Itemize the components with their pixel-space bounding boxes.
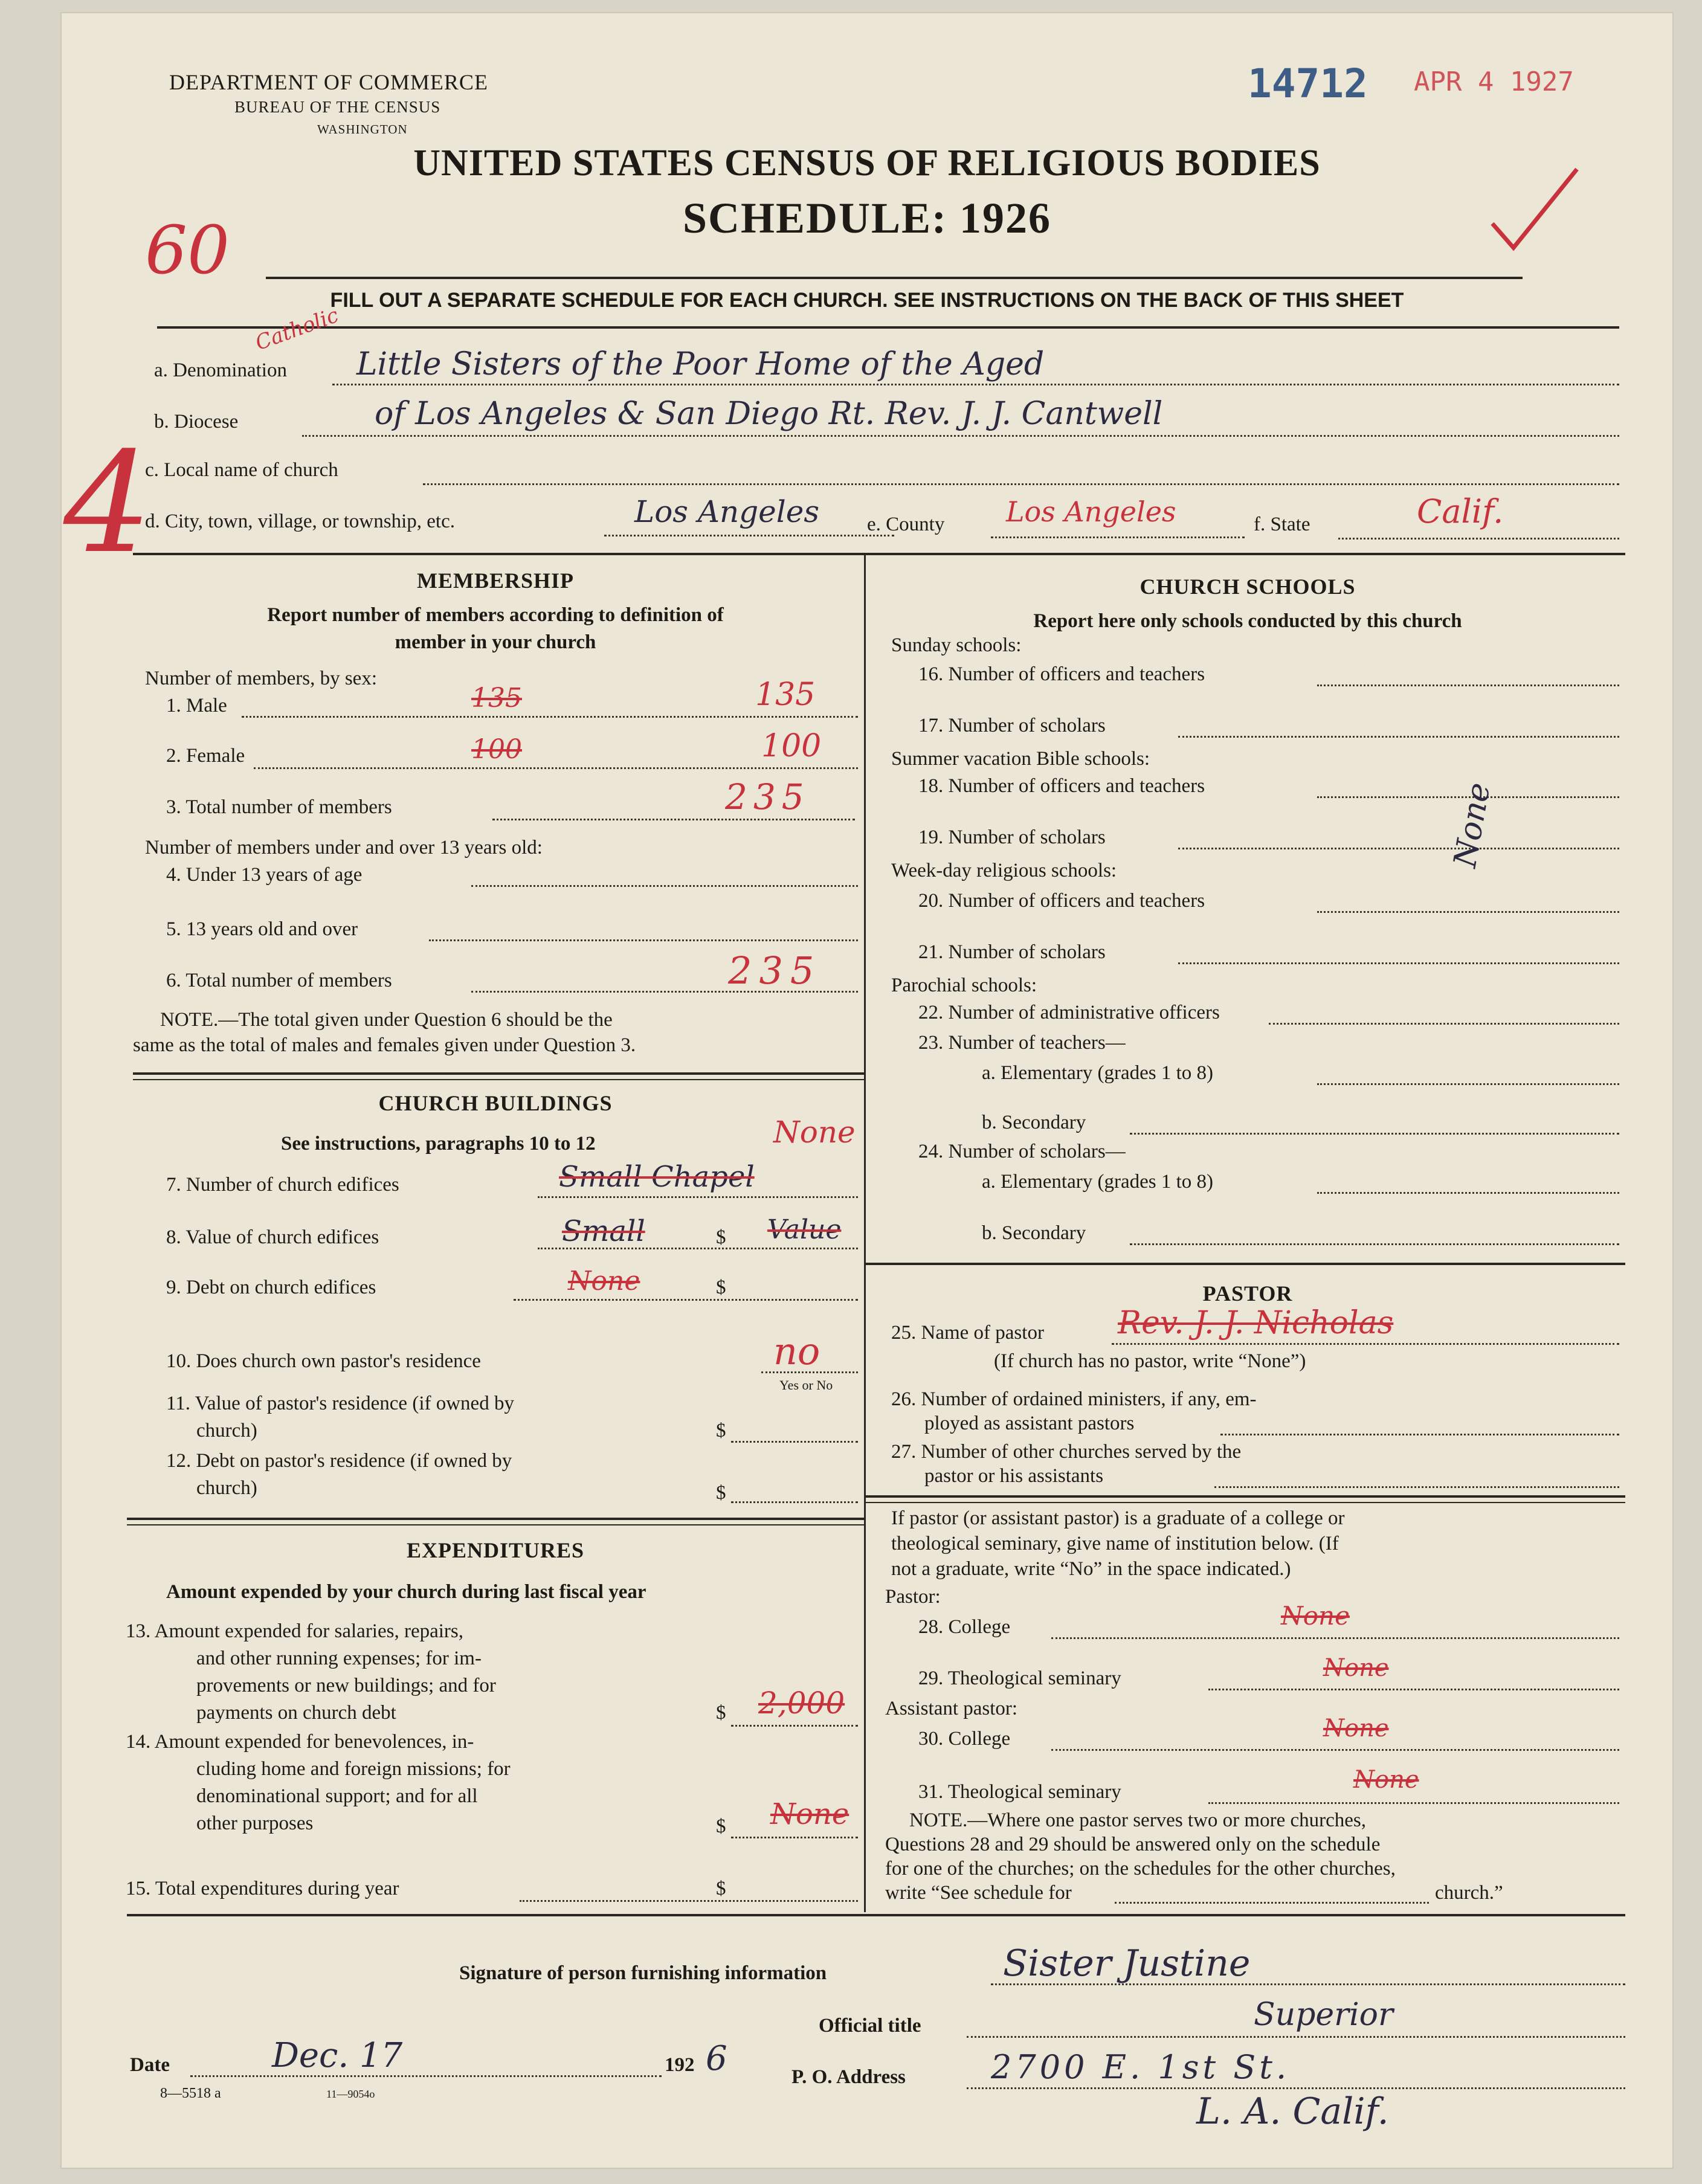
q22-line — [1269, 1023, 1619, 1025]
po-address-label: P. O. Address — [791, 2066, 906, 2088]
q24a-label: a. Elementary (grades 1 to 8) — [982, 1171, 1214, 1193]
q13-value: 2,000 — [758, 1686, 845, 1721]
q30-value: None — [1323, 1715, 1389, 1742]
q10-line — [761, 1371, 858, 1373]
q25-label: 25. Name of pastor — [891, 1322, 1044, 1344]
city-line — [604, 535, 894, 536]
po-address-value: 2700 E. 1st St. — [991, 2048, 1291, 2086]
po-address-city: L. A. Calif. — [1196, 2090, 1389, 2133]
q15-dollar: $ — [716, 1878, 726, 1899]
q24b-line — [1130, 1243, 1619, 1245]
serial-number-stamp: 14712 — [1248, 60, 1368, 107]
q8-struck-value: Small — [562, 1214, 645, 1248]
membership-note-1: NOTE.—The total given under Question 6 should be the — [160, 1009, 613, 1031]
q6-label: 6. Total number of members — [166, 970, 392, 991]
q9-struck-value: None — [568, 1266, 640, 1297]
q2-label: 2. Female — [166, 745, 245, 767]
q5-line — [429, 939, 858, 941]
year-value: 6 — [706, 2039, 727, 2078]
pastor-note-1: NOTE.—Where one pastor serves two or more churches, — [909, 1809, 1366, 1831]
diocese-value: of Los Angeles & San Diego Rt. Rev. J. J. Cantwell — [375, 396, 1163, 432]
q12-line-2: church) — [196, 1477, 257, 1499]
q14-line — [731, 1837, 858, 1838]
q25-note: (If church has no pastor, write “None”) — [994, 1350, 1306, 1372]
q24b-label: b. Secondary — [982, 1222, 1086, 1244]
q21-label: 21. Number of scholars — [918, 941, 1106, 963]
denomination-label: a. Denomination — [154, 359, 287, 381]
q8-dollar: $ — [716, 1226, 726, 1248]
q24a-line — [1317, 1192, 1619, 1194]
q9-line — [514, 1299, 858, 1301]
q7-label: 7. Number of church edifices — [166, 1174, 399, 1196]
q14-dollar: $ — [716, 1815, 726, 1837]
q3-line — [492, 819, 855, 820]
margin-mark-60: 60 — [145, 211, 230, 289]
department-name: DEPARTMENT OF COMMERCE — [169, 70, 488, 94]
q10-label: 10. Does church own pastor's residence — [166, 1350, 481, 1372]
pastor-note-blank — [1115, 1902, 1429, 1904]
summer-schools-label: Summer vacation Bible schools: — [891, 748, 1150, 770]
received-date-stamp: APR 4 1927 — [1414, 66, 1574, 97]
official-title-value: Superior — [1254, 1997, 1393, 2033]
sunday-schools-label: Sunday schools: — [891, 634, 1022, 656]
print-number: 11—9054o — [326, 2088, 375, 2100]
county-label: e. County — [867, 514, 945, 535]
graduate-intro-1: If pastor (or assistant pastor) is a graduate of a college or — [891, 1507, 1345, 1529]
q16-line — [1317, 685, 1619, 686]
date-value: Dec. 17 — [272, 2036, 403, 2075]
buildings-rule-thin — [127, 1524, 864, 1525]
bureau-name: BUREAU OF THE CENSUS — [234, 98, 441, 116]
pastor-sublabel: Pastor: — [885, 1586, 941, 1608]
pastor-heading: PASTOR — [1202, 1281, 1293, 1306]
margin-mark-4: 4 — [63, 423, 152, 584]
q11-dollar: $ — [716, 1420, 726, 1442]
by-sex-label: Number of members, by sex: — [145, 668, 377, 689]
pastor-rule — [864, 1495, 1625, 1498]
schools-intro: Report here only schools conducted by this church — [1033, 610, 1462, 632]
q1-struck-value: 135 — [471, 683, 522, 714]
state-label: f. State — [1254, 514, 1310, 535]
q14-value: None — [770, 1797, 849, 1831]
q12-line — [731, 1501, 858, 1503]
diocese-line — [302, 435, 1619, 437]
q3-label: 3. Total number of members — [166, 796, 392, 818]
q28-label: 28. College — [918, 1616, 1011, 1638]
q29-label: 29. Theological seminary — [918, 1667, 1121, 1689]
buildings-instructions: See instructions, paragraphs 10 to 12 — [281, 1133, 596, 1155]
q6-line — [471, 991, 858, 993]
pastor-note-4-end: church.” — [1435, 1882, 1503, 1904]
q13-line-3: provements or new buildings; and for — [196, 1675, 496, 1696]
q20-label: 20. Number of officers and teachers — [918, 890, 1205, 912]
q26-line-2: ployed as assistant pastors — [924, 1413, 1135, 1434]
diocese-label: b. Diocese — [154, 411, 239, 433]
denomination-line — [332, 384, 1619, 385]
q28-line — [1051, 1637, 1619, 1639]
q8-struck-amount: Value — [767, 1214, 842, 1245]
q13-line-1: 13. Amount expended for salaries, repairs, — [126, 1620, 464, 1642]
q6-value: 235 — [728, 949, 822, 993]
census-schedule-sheet — [60, 12, 1674, 2169]
q1-label: 1. Male — [166, 695, 227, 717]
form-number: 8—5518 a — [160, 2086, 221, 2101]
expenditures-heading: EXPENDITURES — [406, 1538, 585, 1562]
signature-label: Signature of person furnishing information — [459, 1962, 827, 1984]
local-name-line — [423, 483, 1619, 485]
schools-none-vertical: None — [1447, 780, 1498, 871]
county-value: Los Angeles — [1006, 495, 1176, 528]
date-label: Date — [130, 2054, 170, 2076]
q14-line-1: 14. Amount expended for benevolences, in- — [126, 1731, 474, 1753]
q23-label: 23. Number of teachers— — [918, 1032, 1126, 1054]
assistant-pastor-sublabel: Assistant pastor: — [885, 1698, 1018, 1719]
schools-heading: CHURCH SCHOOLS — [1140, 575, 1356, 599]
q30-line — [1051, 1749, 1619, 1751]
pastor-rule-thin — [864, 1502, 1625, 1503]
county-line — [991, 536, 1245, 538]
q28-value: None — [1281, 1601, 1350, 1631]
q14-line-2: cluding home and foreign missions; for — [196, 1758, 511, 1780]
q4-label: 4. Under 13 years of age — [166, 864, 363, 886]
year-prefix: 192 — [665, 2054, 695, 2076]
official-title-label: Official title — [819, 2015, 921, 2037]
membership-rule-thin — [133, 1079, 864, 1080]
pastor-note-2: Questions 28 and 29 should be answered only on the schedule — [885, 1834, 1381, 1855]
q2-line — [254, 767, 858, 769]
q7-line — [538, 1196, 858, 1198]
footer-rule — [127, 1914, 1625, 1916]
graduate-intro-3: not a graduate, write “No” in the space indicated.) — [891, 1558, 1291, 1580]
po-address-line — [967, 2087, 1625, 2089]
membership-note-2: same as the total of males and females given under Question 3. — [133, 1034, 636, 1056]
q21-line — [1178, 962, 1619, 964]
check-mark-icon — [1486, 163, 1583, 260]
q2-value: 100 — [761, 728, 822, 764]
q27-line-2: pastor or his assistants — [924, 1465, 1104, 1487]
q11-line-1: 11. Value of pastor's residence (if owned by — [166, 1393, 514, 1414]
q27-line — [1214, 1486, 1619, 1488]
q23a-line — [1317, 1083, 1619, 1085]
city-value: Los Angeles — [634, 494, 820, 529]
q13-line-4: payments on church debt — [196, 1702, 396, 1724]
q23b-line — [1130, 1133, 1619, 1135]
date-line — [190, 2075, 662, 2077]
buildings-rule — [127, 1518, 864, 1520]
q17-label: 17. Number of scholars — [918, 715, 1106, 736]
fill-instruction: FILL OUT A SEPARATE SCHEDULE FOR EACH CHURCH. SEE INSTRUCTIONS ON THE BACK OF THIS SHEET — [330, 289, 1404, 312]
weekday-schools-label: Week-day religious schools: — [891, 860, 1117, 881]
q25-value: Rev. J. J. Nicholas — [1118, 1305, 1394, 1341]
local-name-label: c. Local name of church — [145, 459, 338, 481]
city-label: d. City, town, village, or township, etc. — [145, 511, 455, 532]
state-value: Calif. — [1417, 492, 1504, 530]
q12-dollar: $ — [716, 1482, 726, 1504]
q26-line — [1220, 1434, 1619, 1435]
q23b-label: b. Secondary — [982, 1112, 1086, 1133]
q19-line — [1178, 848, 1619, 849]
q15-line — [520, 1900, 858, 1902]
q17-line — [1178, 736, 1619, 738]
q25-line — [1112, 1343, 1619, 1345]
membership-intro-1: Report number of members according to definition of — [267, 604, 724, 626]
schedule-title: SCHEDULE: 1926 — [682, 194, 1052, 242]
q26-line-1: 26. Number of ordained ministers, if any, em- — [891, 1388, 1257, 1410]
signature-line — [991, 1983, 1625, 1985]
q4-line — [471, 885, 858, 887]
q1-value: 135 — [755, 677, 816, 713]
parochial-schools-label: Parochial schools: — [891, 974, 1037, 996]
membership-intro-2: member in your church — [395, 631, 596, 653]
q19-label: 19. Number of scholars — [918, 826, 1106, 848]
q29-line — [1208, 1689, 1619, 1690]
expenditures-intro: Amount expended by your church during last fiscal year — [166, 1581, 646, 1603]
denomination-annotation: Catholic — [252, 303, 342, 356]
q1-line — [242, 716, 858, 718]
q9-dollar: $ — [716, 1277, 726, 1298]
q10-value: no — [773, 1329, 820, 1373]
signature-value: Sister Justine — [1003, 1942, 1251, 1985]
q16-label: 16. Number of officers and teachers — [918, 663, 1205, 685]
q20-line — [1317, 911, 1619, 913]
q14-line-4: other purposes — [196, 1812, 314, 1834]
membership-heading: MEMBERSHIP — [416, 569, 574, 593]
q7-struck-value: Small Chapel — [559, 1160, 755, 1194]
q13-line — [731, 1725, 858, 1727]
q5-label: 5. 13 years old and over — [166, 918, 358, 940]
q24-label: 24. Number of scholars— — [918, 1141, 1126, 1162]
graduate-intro-2: theological seminary, give name of institution below. (If — [891, 1533, 1339, 1554]
q12-line-1: 12. Debt on pastor's residence (if owned by — [166, 1450, 512, 1472]
q11-line — [731, 1441, 858, 1443]
q3-value: 235 — [725, 776, 810, 817]
q2-struck-value: 100 — [471, 734, 522, 765]
header-rule-bottom — [157, 326, 1619, 329]
membership-rule — [133, 1072, 864, 1075]
q13-dollar: $ — [716, 1702, 726, 1724]
section-rule — [133, 553, 1625, 555]
column-divider — [864, 553, 866, 1912]
q9-label: 9. Debt on church edifices — [166, 1277, 376, 1298]
q31-value: None — [1353, 1766, 1419, 1794]
form-title: UNITED STATES CENSUS OF RELIGIOUS BODIES — [413, 143, 1321, 184]
q23a-label: a. Elementary (grades 1 to 8) — [982, 1062, 1214, 1084]
q14-line-3: denominational support; and for all — [196, 1785, 478, 1807]
yes-or-no-hint: Yes or No — [779, 1377, 833, 1393]
q29-value: None — [1323, 1654, 1389, 1682]
bureau-city: WASHINGTON — [317, 122, 408, 137]
q8-label: 8. Value of church edifices — [166, 1226, 379, 1248]
schools-rule — [864, 1263, 1625, 1265]
buildings-heading: CHURCH BUILDINGS — [378, 1091, 613, 1115]
denomination-value: Little Sisters of the Poor Home of the Aged — [356, 346, 1045, 382]
q18-label: 18. Number of officers and teachers — [918, 775, 1205, 797]
pastor-note-3: for one of the churches; on the schedules for the other churches, — [885, 1858, 1396, 1880]
header-rule-top — [266, 277, 1523, 279]
q11-line-2: church) — [196, 1420, 257, 1442]
q31-label: 31. Theological seminary — [918, 1781, 1121, 1803]
q30-label: 30. College — [918, 1728, 1011, 1750]
q22-label: 22. Number of administrative officers — [918, 1002, 1220, 1023]
state-line — [1338, 538, 1619, 540]
q15-label: 15. Total expenditures during year — [126, 1878, 399, 1899]
official-title-line — [967, 2036, 1625, 2038]
buildings-none-mark: None — [773, 1115, 856, 1150]
q31-line — [1208, 1802, 1619, 1804]
age-intro: Number of members under and over 13 years old: — [145, 837, 543, 858]
q8-line — [538, 1248, 858, 1249]
pastor-note-4: write “See schedule for — [885, 1882, 1072, 1904]
q13-line-2: and other running expenses; for im- — [196, 1648, 482, 1669]
q27-line-1: 27. Number of other churches served by the — [891, 1441, 1242, 1463]
